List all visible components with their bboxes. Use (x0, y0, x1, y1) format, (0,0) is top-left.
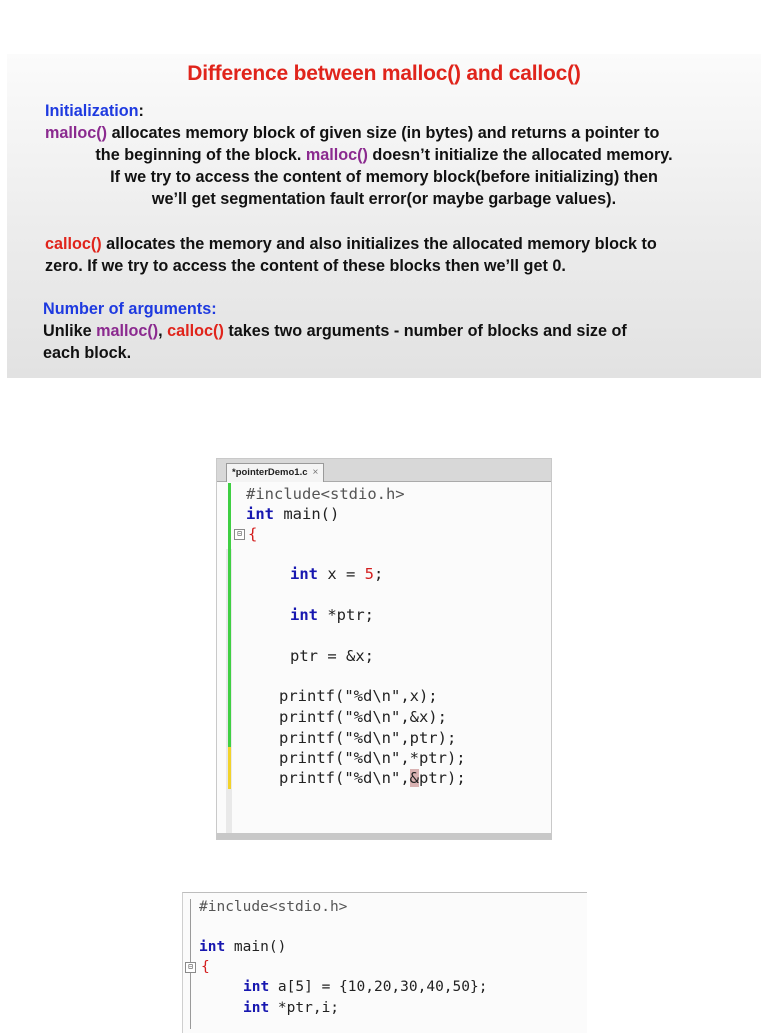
malloc-keyword-2: malloc() (305, 146, 368, 164)
code-line-include-2 (199, 899, 347, 915)
editor-scrollbar[interactable] (217, 833, 551, 839)
code-line-ptr-i-decl (243, 1000, 339, 1016)
main-signature: main() (274, 505, 340, 523)
arguments-comma: , (158, 322, 168, 340)
int-keyword: int (290, 606, 318, 624)
code-line-main-2 (199, 939, 286, 955)
change-marker-green (228, 483, 231, 753)
file-tab[interactable] (226, 463, 324, 482)
code-line-x-decl (290, 565, 383, 583)
slide-title: Difference between malloc() and calloc() (187, 62, 581, 85)
code-line-open-brace: { (248, 525, 258, 543)
change-marker-yellow (228, 747, 231, 789)
code-line-include (246, 485, 405, 503)
calloc-text-1: allocates the memory and also initializes the allocated memory block to (101, 235, 657, 253)
main-signature: main() (225, 939, 287, 955)
malloc-paragraph-line-3: If we try to access the content of memory block(before initializing) then (110, 168, 658, 186)
text-cursor-selection[interactable]: & (409, 769, 419, 787)
code-editor-array-demo (182, 892, 587, 1033)
code-editor-pointer-demo (216, 458, 552, 840)
int-keyword: int (199, 939, 226, 955)
printf5-suffix: ptr); (419, 769, 466, 787)
close-icon[interactable]: × (312, 467, 319, 478)
malloc-paragraph-line-4: we’ll get segmentation fault error(or maybe garbage values). (151, 190, 617, 208)
malloc-keyword-3: malloc() (96, 322, 159, 340)
code-line-ptr-decl (290, 606, 374, 624)
arguments-heading: Number of arguments: (43, 300, 217, 318)
initialization-heading (45, 102, 144, 121)
code-line-ptr-assign: ptr = &x; (290, 647, 374, 665)
code-line-printf-2: printf("%d\n",&x); (279, 708, 447, 726)
ptr-decl-text: *ptr; (318, 606, 374, 624)
int-keyword: int (246, 505, 274, 523)
file-tab-label: *pointerDemo1.c (232, 467, 308, 478)
calloc-paragraph-line-1 (45, 235, 657, 254)
fold-minus-icon[interactable]: ⊟ (185, 962, 196, 973)
calloc-keyword-2: calloc() (167, 322, 224, 340)
code-line-printf-1: printf("%d\n",x); (279, 687, 438, 705)
arguments-line-1 (43, 322, 627, 341)
arguments-text-2: takes two arguments - number of blocks and size of (223, 322, 627, 340)
ptr-i-decl-text: *ptr,i; (269, 1000, 340, 1016)
code-line-open-brace-2: { (201, 959, 210, 975)
code-line-printf-4: printf("%d\n",*ptr); (279, 749, 466, 767)
initialization-label: Initialization (45, 102, 139, 120)
code-line-printf-5 (279, 769, 466, 787)
initialization-colon: : (138, 102, 144, 120)
calloc-paragraph-line-2: zero. If we try to access the content of these blocks then we’ll get 0. (45, 257, 566, 275)
malloc-keyword: malloc() (45, 124, 108, 142)
code-line-array-decl (243, 979, 487, 995)
semicolon: ; (374, 565, 384, 583)
malloc-text-3: doesn’t initialize the allocated memory. (367, 146, 673, 164)
code-line-printf-3: printf("%d\n",ptr); (279, 729, 457, 747)
malloc-text-1: allocates memory block of given size (in bytes) and returns a pointer to (107, 124, 660, 142)
malloc-text-2: the beginning of the block. (95, 146, 306, 164)
fold-minus-icon[interactable]: ⊟ (234, 529, 245, 540)
code-line-main (246, 505, 339, 523)
int-keyword: int (243, 1000, 270, 1016)
include-directive: #include<stdio.h> (246, 485, 405, 503)
calloc-keyword: calloc() (45, 235, 102, 253)
slide-panel (7, 54, 761, 378)
arguments-text-1: Unlike (43, 322, 97, 340)
malloc-paragraph-line-2 (7, 146, 761, 165)
malloc-paragraph-line-1 (45, 124, 659, 143)
array-decl-text: a[5] = {10,20,30,40,50}; (269, 979, 488, 995)
int-keyword: int (243, 979, 270, 995)
int-keyword: int (290, 565, 318, 583)
x-value: 5 (364, 565, 375, 583)
arguments-line-2: each block. (43, 344, 132, 362)
x-decl-text: x = (318, 565, 365, 583)
editor-tab-bar (217, 459, 551, 482)
printf5-prefix: printf("%d\n", (279, 769, 410, 787)
include-directive: #include<stdio.h> (199, 899, 348, 915)
